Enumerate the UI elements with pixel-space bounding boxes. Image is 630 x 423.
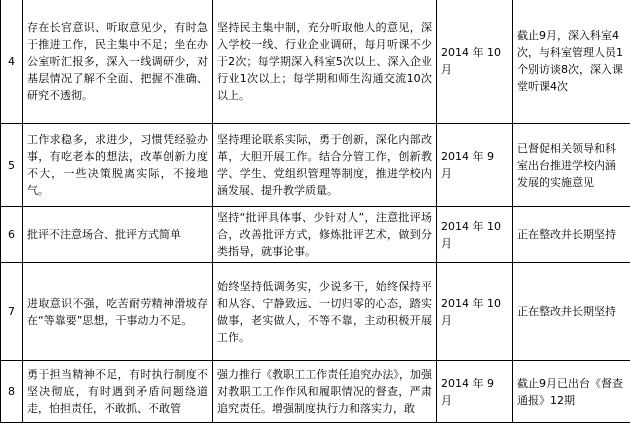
table-row bbox=[1, 124, 630, 207]
deadline-cell: 2014 年 10 月 bbox=[437, 0, 513, 124]
row-number: 7 bbox=[1, 263, 23, 361]
row-number: 4 bbox=[1, 0, 23, 124]
status-cell: 正在整改并长期坚持 bbox=[513, 207, 630, 263]
measure-cell: 坚持民主集中制，充分听取他人的意见，深入学校一线、行业企业调研，每月听课不少于2次；每学期深入科室5次以上、深入企业行业1次以上；每学期和师生沟通交流10次以上。 bbox=[213, 0, 437, 124]
measure-cell: 始终坚持低调务实，少说多干，始终保持平和从容、宁静致远、一切归零的心态，踏实做事，老实做人，不等不靠，主动积极开展工作。 bbox=[213, 263, 437, 361]
deadline-cell: 2014 年 9 月 bbox=[437, 124, 513, 207]
measure-cell: 坚持理论联系实际，勇于创新，深化内部改革，大胆开展工作。结合分管工作，创新教学、学生、党组织管理等制度，推进学校内涵发展、提升教学质量。 bbox=[213, 124, 437, 207]
table-row bbox=[1, 263, 630, 361]
measure-cell: 强力推行《教职工工作责任追究办法》，加强对教职工工作作风和履职情况的督查，严肃追究责任。增强制度执行力和落实力，敢 bbox=[213, 361, 437, 423]
table-row bbox=[1, 0, 630, 124]
problem-cell: 工作求稳多，求进少，习惯凭经验办事，有吃老本的想法，改革创新力度不大，一些决策脱离实际，不接地气。 bbox=[23, 124, 213, 207]
status-cell: 截止9月已出台《督查通报》12期 bbox=[513, 361, 630, 423]
problem-cell: 批评不注意场合、批评方式简单 bbox=[23, 207, 213, 263]
table-row bbox=[1, 207, 630, 263]
row-number: 8 bbox=[1, 361, 23, 423]
status-cell: 正在整改并长期坚持 bbox=[513, 263, 630, 361]
row-number: 5 bbox=[1, 124, 23, 207]
deadline-cell: 2014 年 9 月 bbox=[437, 361, 513, 423]
deadline-cell: 2014 年 10 月 bbox=[437, 263, 513, 361]
row-number: 6 bbox=[1, 207, 23, 263]
status-cell: 截止9月，深入科室4次，与科室管理人员1个别访谈8次，深入课堂听课4次 bbox=[513, 0, 630, 124]
measure-cell: 坚持“批评具体事、少针对人”，注意批评场合，改善批评方式，修炼批评艺术，做到分类指导，就事论事。 bbox=[213, 207, 437, 263]
table-row bbox=[1, 361, 630, 423]
status-cell: 已督促相关领导和科室出台推进学校内涵发展的实施意见 bbox=[513, 124, 630, 207]
deadline-cell: 2014 年 10 月 bbox=[437, 207, 513, 263]
problem-cell: 进取意识不强，吃苦耐劳精神滑坡存在“等靠要”思想，干事动力不足。 bbox=[23, 263, 213, 361]
problem-cell: 存在长官意识、听取意见少，有时急于推进工作，民主集中不足；坐在办公室听汇报多，深入一线调研少，对基层情况了解不全面、把握不准确、研究不透彻。 bbox=[23, 0, 213, 124]
problem-cell: 勇于担当精神不足，有时执行制度不坚决彻底，有时遇到矛盾问题绕道走，怕担责任，不敢抓、不敢管 bbox=[23, 361, 213, 423]
